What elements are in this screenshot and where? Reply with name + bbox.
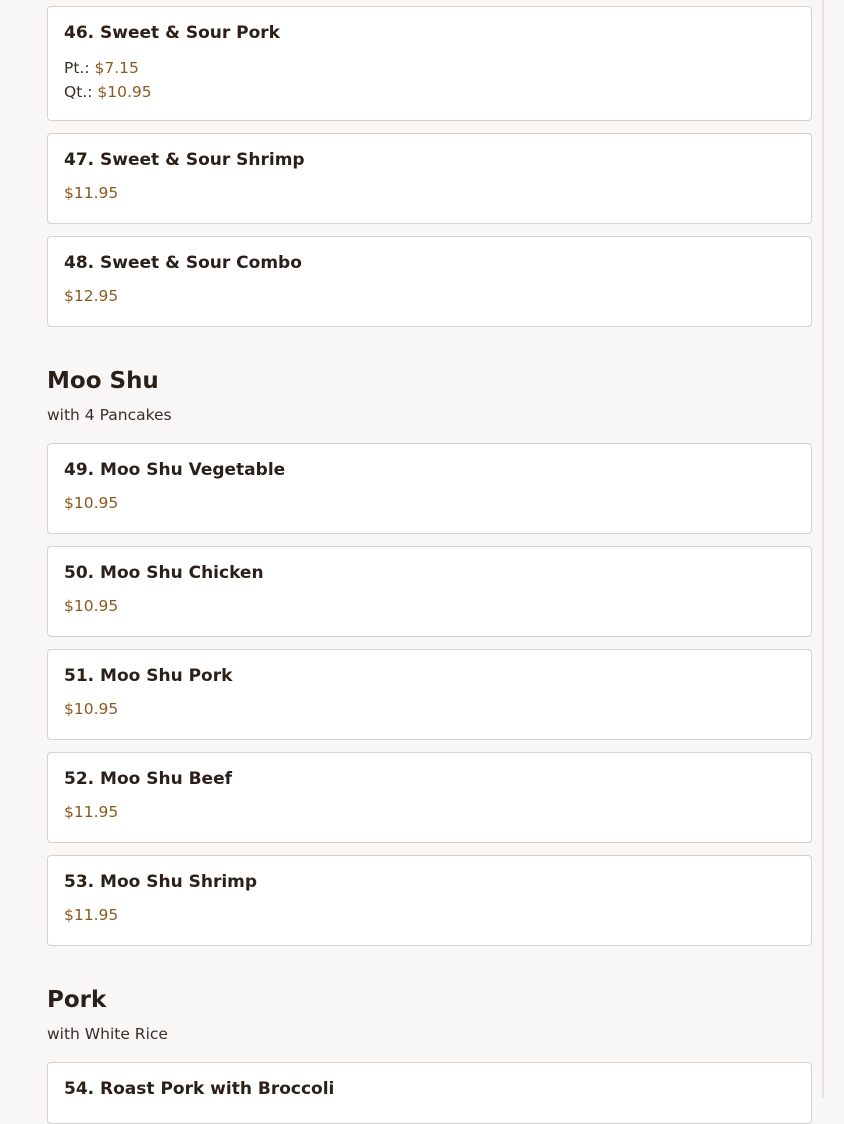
menu-item-card-52[interactable] [47,752,812,843]
menu-item-name: 48. Sweet & Sour Combo [64,253,302,273]
section-title-moo-shu: Moo Shu [47,368,159,394]
menu-item-name: 46. Sweet & Sour Pork [64,23,280,43]
menu-item-price: $11.95 [64,803,119,821]
menu-item-name: 52. Moo Shu Beef [64,769,233,789]
menu-item-name: 54. Roast Pork with Broccoli [64,1079,335,1099]
menu-item-card-46[interactable] [47,6,812,121]
menu-item-card-53[interactable] [47,855,812,946]
menu-item-price: $10.95 [64,700,119,718]
pint-price-row [64,58,139,78]
menu-item-name: 53. Moo Shu Shrimp [64,872,258,892]
menu-item-price: $10.95 [64,597,119,615]
menu-item-price: $10.95 [64,494,119,512]
menu-item-card-48[interactable] [47,236,812,327]
pint-label: Pt.: [64,59,90,77]
quart-price-row [64,82,152,102]
menu-item-price: $11.95 [64,906,119,924]
menu-item-card-51[interactable] [47,649,812,740]
menu-item-name: 47. Sweet & Sour Shrimp [64,150,305,170]
menu-item-name: 49. Moo Shu Vegetable [64,460,286,480]
menu-item-price: $12.95 [64,287,119,305]
menu-item-price: $11.95 [64,184,119,202]
menu-item-card-50[interactable] [47,546,812,637]
section-title-pork: Pork [47,987,107,1013]
section-subtitle-moo-shu: with 4 Pancakes [47,406,172,424]
section-subtitle-pork: with White Rice [47,1025,168,1043]
menu-item-name: 51. Moo Shu Pork [64,666,233,686]
scroll-divider [822,0,824,1098]
quart-label: Qt.: [64,83,93,101]
pint-price: $7.15 [94,59,139,77]
quart-price: $10.95 [97,83,152,101]
menu-item-card-49[interactable] [47,443,812,534]
menu-item-card-47[interactable] [47,133,812,224]
menu-item-name: 50. Moo Shu Chicken [64,563,264,583]
menu-item-card-54[interactable] [47,1062,812,1124]
